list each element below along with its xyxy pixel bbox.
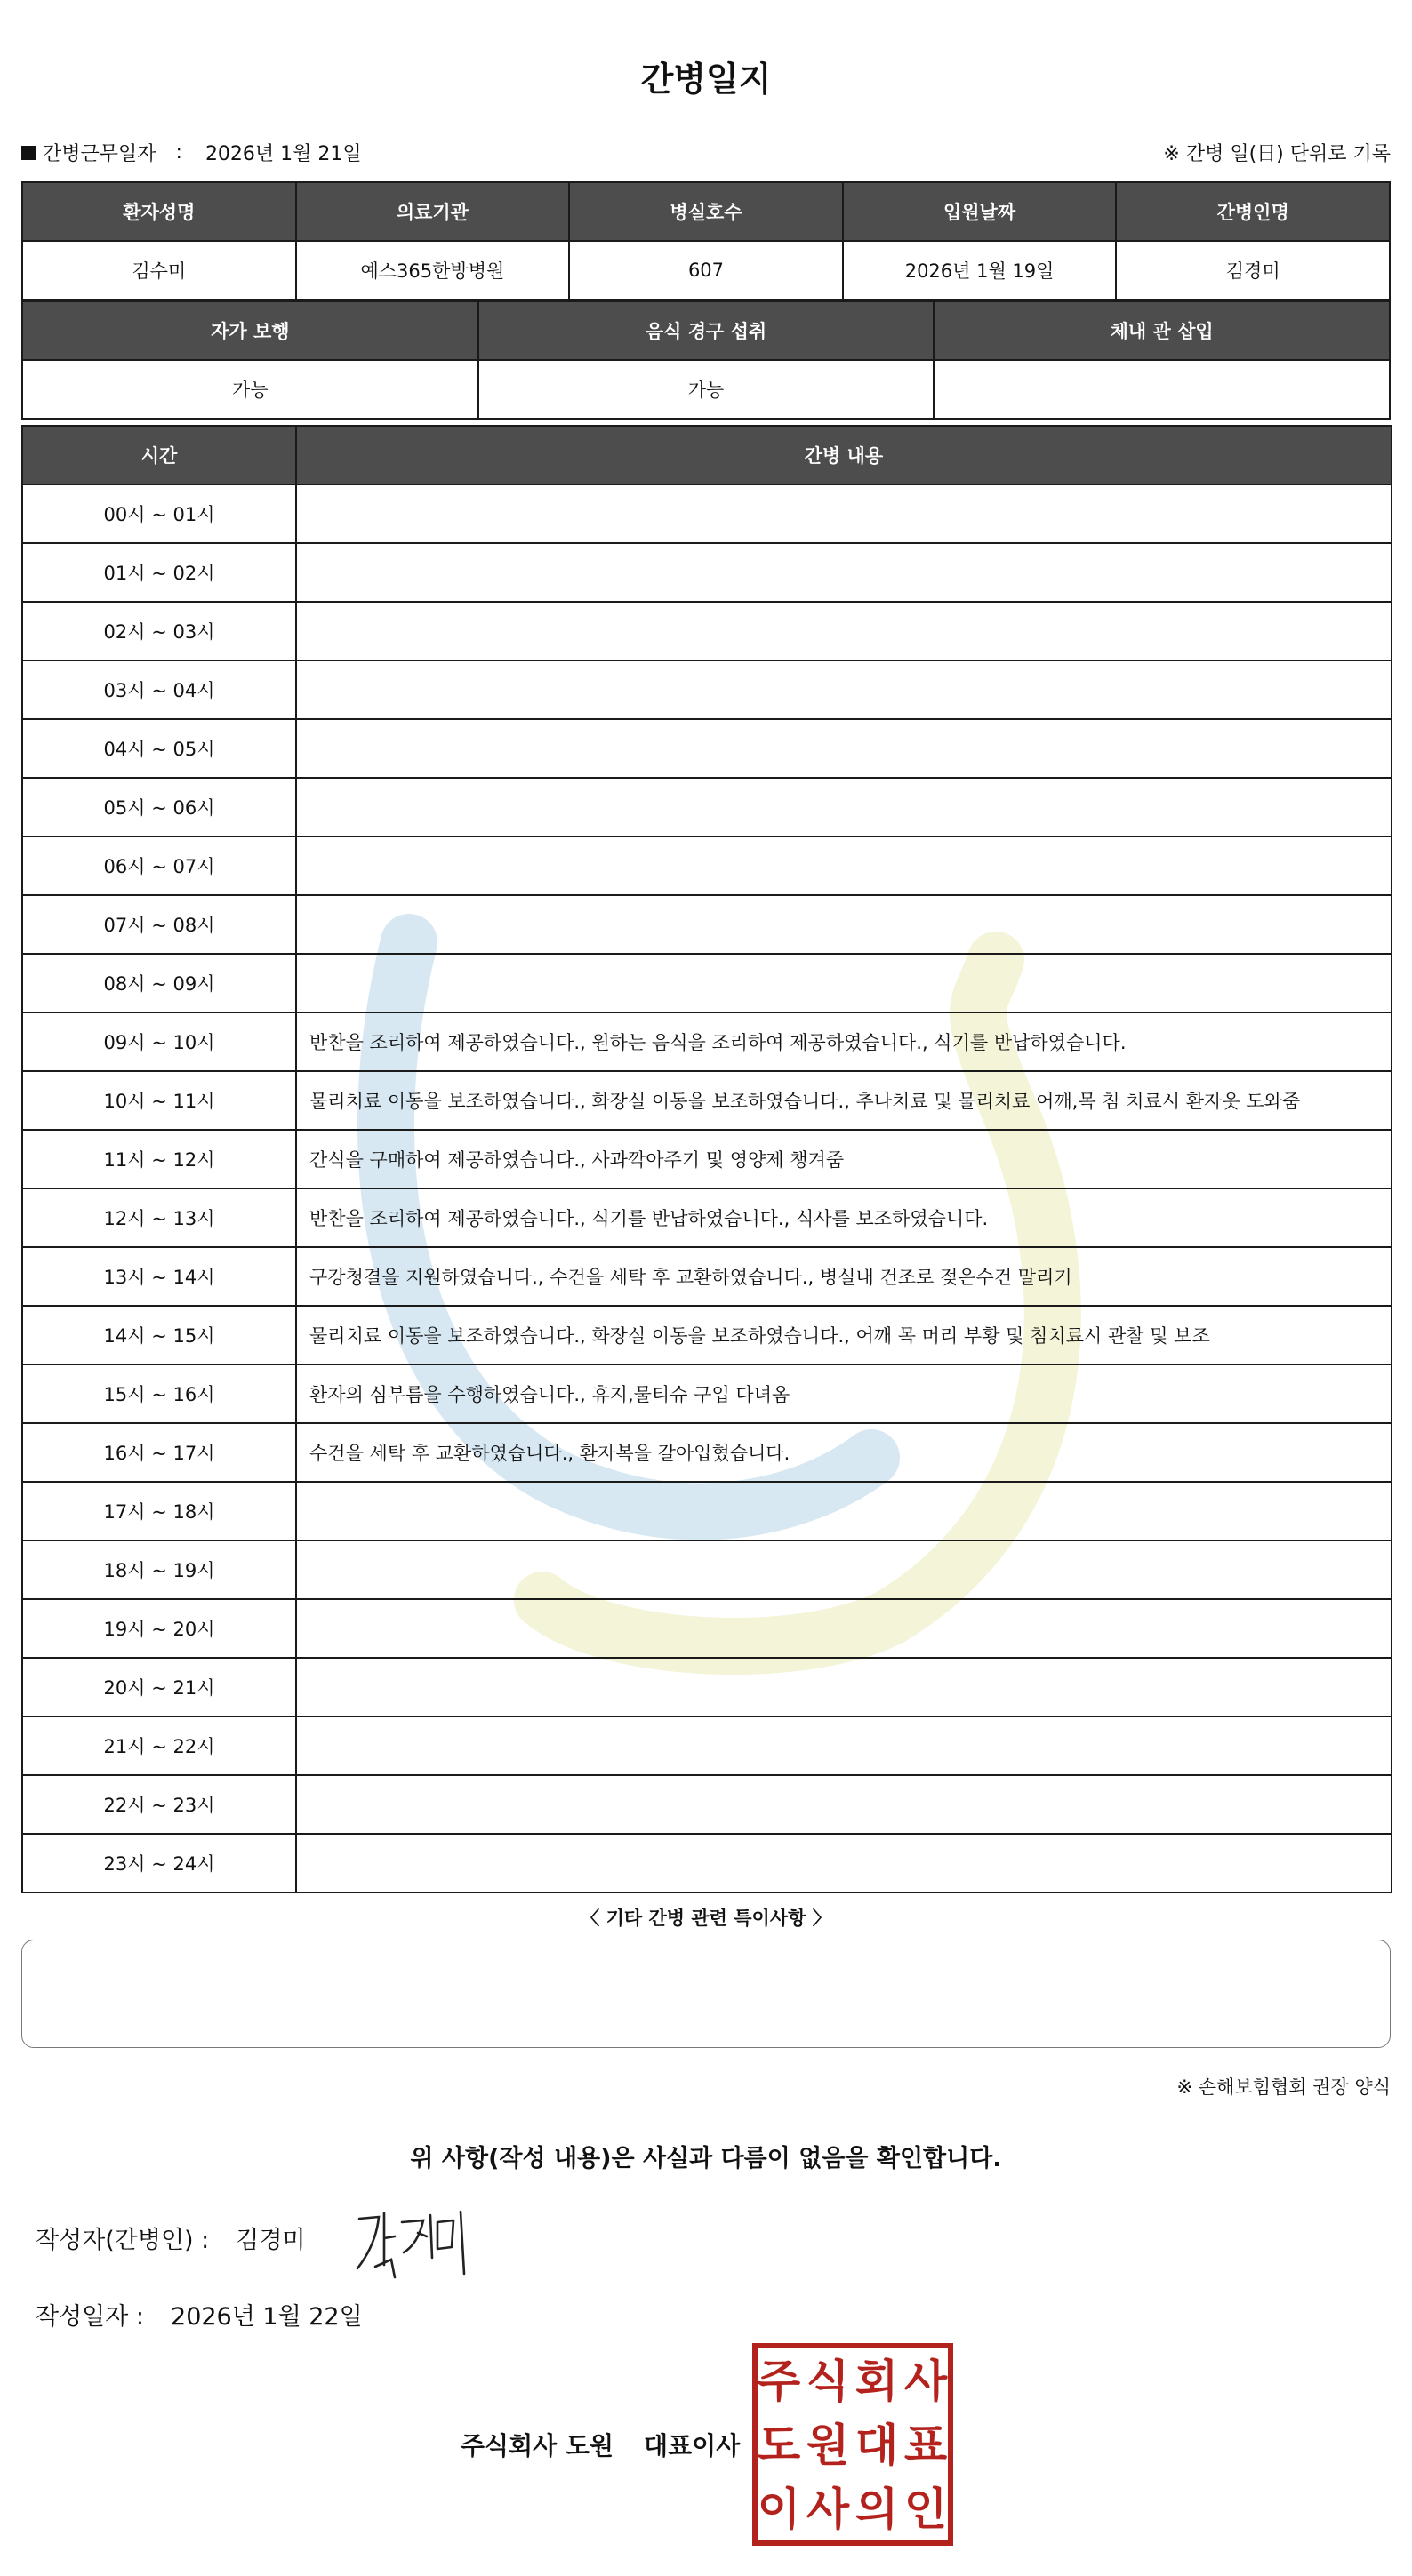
log-time-cell: 06시 ~ 07시 (22, 836, 296, 895)
hourly-care-log-table (21, 425, 1392, 1893)
log-time-cell: 14시 ~ 15시 (22, 1306, 296, 1364)
log-time-cell: 23시 ~ 24시 (22, 1834, 296, 1892)
log-time-cell: 13시 ~ 14시 (22, 1247, 296, 1306)
room-number-header: 병실호수 (569, 182, 843, 241)
log-row (22, 1306, 1392, 1364)
log-row (22, 1540, 1392, 1599)
log-content-cell (296, 1540, 1392, 1599)
room-number-value: 607 (569, 241, 843, 300)
log-row (22, 1716, 1392, 1775)
log-row (22, 778, 1392, 836)
log-row (22, 1130, 1392, 1188)
log-content-cell (296, 543, 1392, 602)
log-content-cell: 수건을 세탁 후 교환하였습니다., 환자복을 갈아입혔습니다. (296, 1423, 1392, 1482)
log-row (22, 1364, 1392, 1423)
self-walking-header: 자가 보행 (22, 301, 478, 360)
log-content-cell: 구강청결을 지원하였습니다., 수건을 세탁 후 교환하였습니다., 병실내 건조로 젖은수건 말리기 (296, 1247, 1392, 1306)
log-content-cell: 물리치료 이동을 보조하였습니다., 화장실 이동을 보조하였습니다., 어깨 목 머리 부황 및 침치료시 관찰 및 보조 (296, 1306, 1392, 1364)
log-content-cell (296, 1775, 1392, 1834)
admission-date-header: 입원날짜 (843, 182, 1117, 241)
work-date-label: 간병근무일자 (43, 143, 156, 165)
log-time-cell: 17시 ~ 18시 (22, 1482, 296, 1540)
log-content-cell (296, 660, 1392, 719)
log-row (22, 1658, 1392, 1716)
log-row (22, 543, 1392, 602)
work-date-colon: : (175, 141, 182, 164)
log-content-cell (296, 1658, 1392, 1716)
document-title: 간병일지 (640, 60, 772, 99)
handwritten-signature (349, 2203, 482, 2283)
ceo-title: 대표이사 (644, 2431, 741, 2460)
time-header: 시간 (22, 426, 296, 484)
log-time-cell: 07시 ~ 08시 (22, 895, 296, 954)
log-content-cell: 물리치료 이동을 보조하였습니다., 화장실 이동을 보조하였습니다., 추나치료 및 물리치료 어깨,목 침 치료시 환자옷 도와줌 (296, 1071, 1392, 1130)
log-time-cell: 02시 ~ 03시 (22, 602, 296, 660)
log-row (22, 1775, 1392, 1834)
seal-character: 회 (854, 2356, 899, 2407)
log-content-cell (296, 1834, 1392, 1892)
log-row (22, 895, 1392, 954)
seal-character: 식 (806, 2356, 850, 2407)
seal-character: 표 (903, 2420, 948, 2471)
log-content-cell: 간식을 구매하여 제공하였습니다., 사과깍아주기 및 영양제 챙겨줌 (296, 1130, 1392, 1188)
seal-character: 대 (854, 2420, 899, 2471)
caregiver-name-value: 김경미 (1116, 241, 1390, 300)
admission-date-value: 2026년 1월 19일 (843, 241, 1117, 300)
log-content-cell (296, 778, 1392, 836)
log-content-cell (296, 954, 1392, 1012)
patient-info-value-row (22, 241, 1390, 300)
log-row (22, 836, 1392, 895)
log-content-cell (296, 895, 1392, 954)
log-row (22, 1071, 1392, 1130)
patient-name-header: 환자성명 (22, 182, 296, 241)
written-date-label: 작성일자 : (36, 2303, 145, 2331)
log-time-cell: 05시 ~ 06시 (22, 778, 296, 836)
written-date-row (36, 2297, 363, 2332)
seal-character: 의 (854, 2484, 899, 2535)
caregiver-name-header: 간병인명 (1116, 182, 1390, 241)
log-row (22, 1599, 1392, 1658)
log-time-cell: 01시 ~ 02시 (22, 543, 296, 602)
log-content-cell (296, 1482, 1392, 1540)
hospital-header: 의료기관 (296, 182, 570, 241)
log-row (22, 660, 1392, 719)
work-date-value: 2026년 1월 21일 (205, 143, 362, 165)
seal-character: 원 (806, 2420, 850, 2471)
oral-intake-value: 가능 (478, 360, 935, 419)
company-name: 주식회사 도원 (461, 2431, 614, 2460)
log-content-cell: 반찬을 조리하여 제공하였습니다., 원하는 음식을 조리하여 제공하였습니다., 식기를 반납하였습니다. (296, 1012, 1392, 1071)
log-row (22, 484, 1392, 543)
log-header-row (22, 426, 1392, 484)
log-content-cell (296, 719, 1392, 778)
log-content-cell (296, 1716, 1392, 1775)
log-row (22, 1012, 1392, 1071)
patient-status-value-row (22, 360, 1390, 419)
log-row (22, 1482, 1392, 1540)
log-content-cell: 환자의 심부름을 수행하였습니다., 휴지,물티슈 구입 다녀옴 (296, 1364, 1392, 1423)
log-time-cell: 10시 ~ 11시 (22, 1071, 296, 1130)
seal-character: 이 (757, 2484, 801, 2535)
log-time-cell: 18시 ~ 19시 (22, 1540, 296, 1599)
log-row (22, 1188, 1392, 1247)
self-walking-value: 가능 (22, 360, 478, 419)
seal-character: 인 (903, 2484, 948, 2535)
writer-row (36, 2220, 306, 2255)
log-time-cell: 15시 ~ 16시 (22, 1364, 296, 1423)
daily-record-note: ※ 간병 일(日) 단위로 기록 (1163, 143, 1391, 165)
tube-insertion-header: 체내 관 삽입 (934, 301, 1390, 360)
patient-info-header-row (22, 182, 1390, 241)
seal-character: 도 (757, 2420, 801, 2471)
confirmation-statement: 위 사항(작성 내용)은 사실과 다름이 없음을 확인합니다. (410, 2145, 1002, 2172)
notes-box (21, 1940, 1391, 2048)
log-time-cell: 19시 ~ 20시 (22, 1599, 296, 1658)
company-seal-stamp (752, 2343, 953, 2546)
log-time-cell: 03시 ~ 04시 (22, 660, 296, 719)
patient-status-table (21, 300, 1391, 420)
hospital-value: 예스365한방병원 (296, 241, 570, 300)
patient-info-table (21, 181, 1391, 300)
log-row (22, 1423, 1392, 1482)
work-date-row (21, 139, 1391, 171)
log-content-cell (296, 1599, 1392, 1658)
log-content-cell (296, 836, 1392, 895)
writer-label: 작성자(간병인) : (36, 2227, 210, 2254)
log-time-cell: 08시 ~ 09시 (22, 954, 296, 1012)
log-body (22, 484, 1392, 1892)
patient-status-header-row (22, 301, 1390, 360)
log-time-cell: 04시 ~ 05시 (22, 719, 296, 778)
log-time-cell: 21시 ~ 22시 (22, 1716, 296, 1775)
seal-character: 사 (903, 2356, 948, 2407)
writer-name: 김경미 (236, 2227, 306, 2254)
oral-intake-header: 음식 경구 섭취 (478, 301, 935, 360)
association-form-note: ※ 손해보험협회 권장 양식 (1176, 2076, 1391, 2098)
log-content-cell: 반찬을 조리하여 제공하였습니다., 식기를 반납하였습니다., 식사를 보조하였습니다. (296, 1188, 1392, 1247)
log-row (22, 1247, 1392, 1306)
seal-character: 사 (806, 2484, 850, 2535)
log-time-cell: 12시 ~ 13시 (22, 1188, 296, 1247)
written-date-value: 2026년 1월 22일 (171, 2303, 363, 2331)
log-time-cell: 00시 ~ 01시 (22, 484, 296, 543)
log-time-cell: 16시 ~ 17시 (22, 1423, 296, 1482)
patient-name-value: 김수미 (22, 241, 296, 300)
log-time-cell: 11시 ~ 12시 (22, 1130, 296, 1188)
log-row (22, 602, 1392, 660)
square-bullet-icon (21, 146, 36, 160)
log-row (22, 954, 1392, 1012)
company-signoff (461, 2427, 740, 2462)
log-time-cell: 20시 ~ 21시 (22, 1658, 296, 1716)
log-content-cell (296, 602, 1392, 660)
log-row (22, 719, 1392, 778)
log-row (22, 1834, 1392, 1892)
log-content-cell (296, 484, 1392, 543)
log-time-cell: 22시 ~ 23시 (22, 1775, 296, 1834)
care-content-header: 간병 내용 (296, 426, 1392, 484)
seal-character: 주 (757, 2356, 801, 2407)
tube-insertion-value (934, 360, 1390, 419)
log-time-cell: 09시 ~ 10시 (22, 1012, 296, 1071)
notes-title: 〈 기타 간병 관련 특이사항 〉 (581, 1908, 831, 1929)
